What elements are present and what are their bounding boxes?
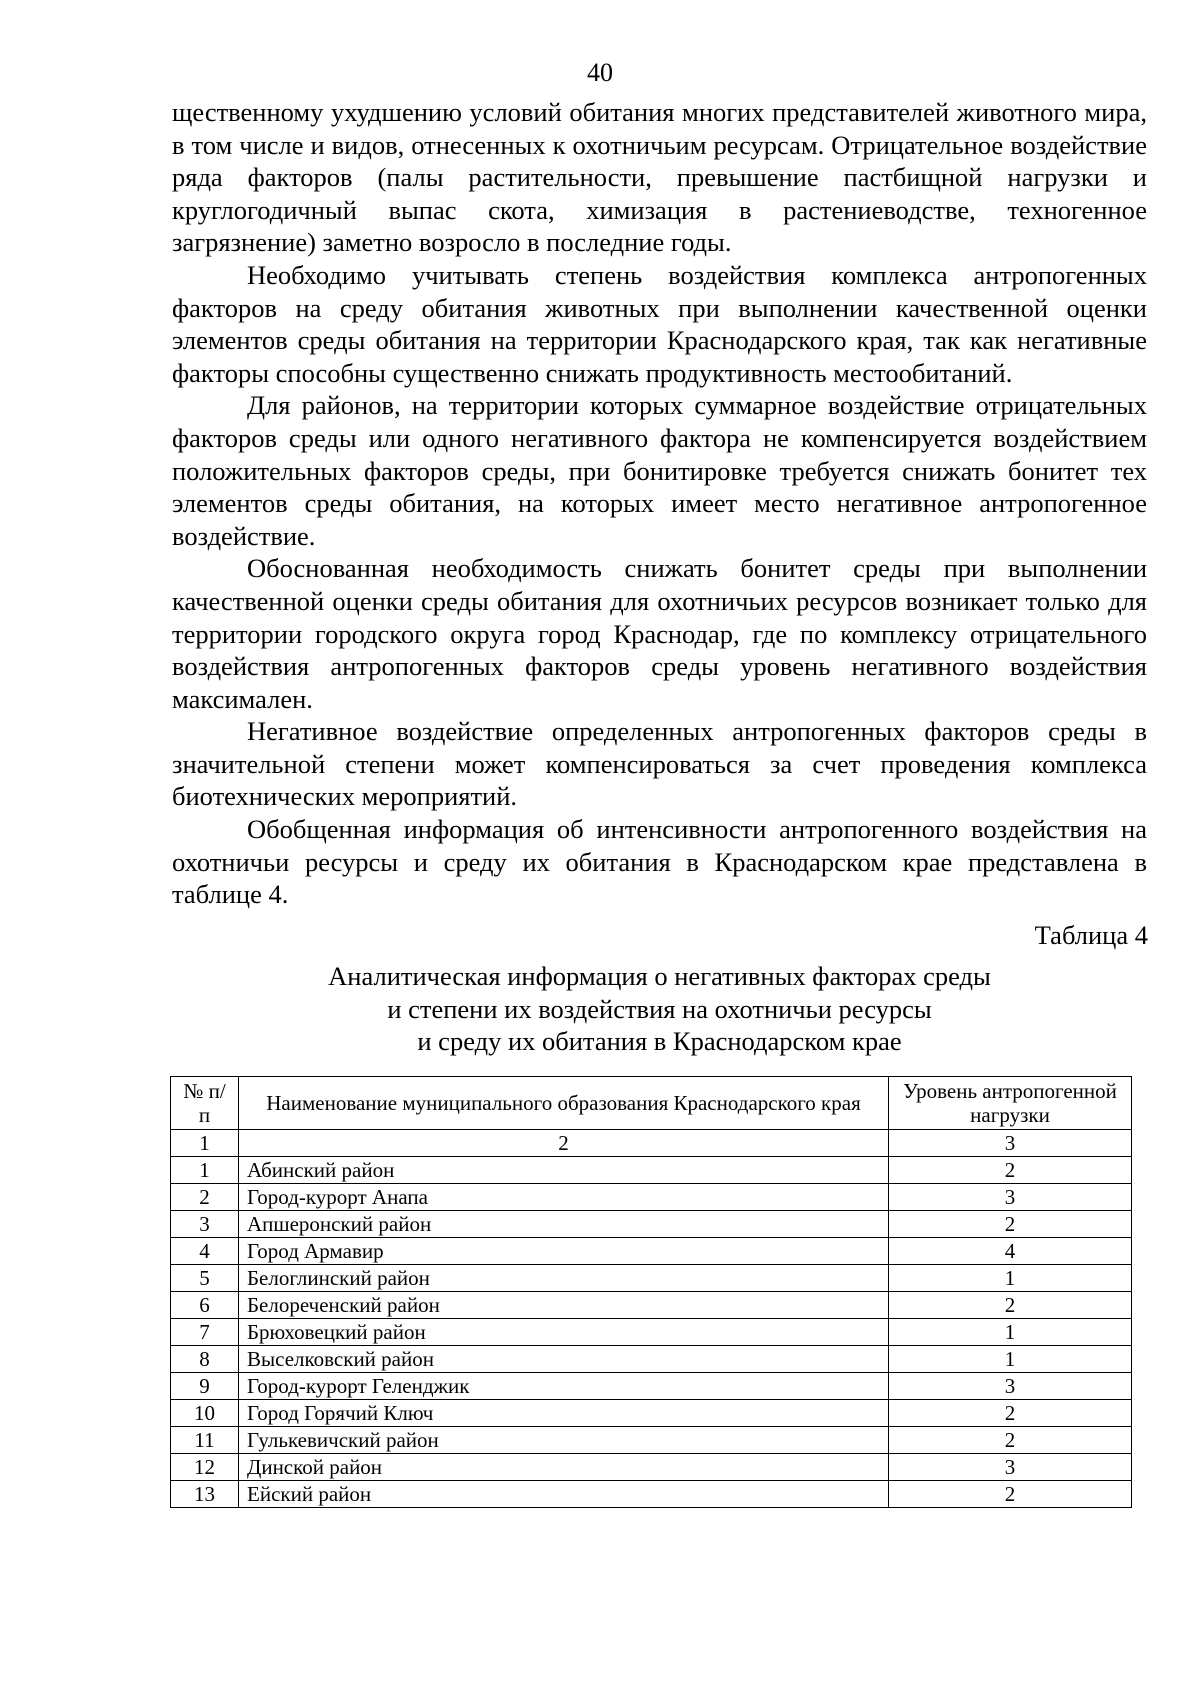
table-row: [171, 1211, 1132, 1238]
municipality-name: Город-курорт Геленджик: [239, 1373, 889, 1400]
municipality-name: Город Горячий Ключ: [239, 1400, 889, 1427]
table-caption: Таблица 4: [1034, 920, 1148, 950]
paragraph: Обоснованная необходимость снижать бонитет среды при выполнении качественной оценки среды обитания для охотничьих ресурсов возникает только для территории городского округа город Краснодар, где по комплексу отрицательного воздействия антропогенных факторов среды уровень негативного воздействия максимален.: [172, 553, 1147, 714]
load-level: 2: [889, 1292, 1132, 1319]
municipality-name: Выселковский район: [239, 1346, 889, 1373]
municipality-name: Белореченский район: [239, 1292, 889, 1319]
row-number: 13: [171, 1481, 239, 1508]
table-row: [171, 1157, 1132, 1184]
load-level: 1: [889, 1346, 1132, 1373]
row-number: 12: [171, 1454, 239, 1481]
table-row: [171, 1346, 1132, 1373]
load-level: 4: [889, 1238, 1132, 1265]
municipality-name: Брюховецкий район: [239, 1319, 889, 1346]
column-index: 1: [171, 1130, 239, 1157]
row-number: 2: [171, 1184, 239, 1211]
municipality-name: Динской район: [239, 1454, 889, 1481]
table-header-row: [171, 1077, 1132, 1130]
paragraph: Обобщенная информация об интенсивности антропогенного воздействия на охотничьи ресурсы и среду их обитания в Краснодарском крае представлена в таблице 4.: [172, 814, 1147, 910]
table-body: [171, 1130, 1132, 1508]
table-row: [171, 1454, 1132, 1481]
load-level: 2: [889, 1211, 1132, 1238]
row-number: 1: [171, 1157, 239, 1184]
header-municipality: Наименование муниципального образования Краснодарского края: [239, 1077, 889, 1130]
load-level: 1: [889, 1319, 1132, 1346]
load-level: 2: [889, 1481, 1132, 1508]
municipality-name: Абинский район: [239, 1157, 889, 1184]
row-number: 8: [171, 1346, 239, 1373]
table-row: [171, 1373, 1132, 1400]
row-number: 5: [171, 1265, 239, 1292]
page-number: 40: [587, 58, 613, 87]
municipality-name: Город Армавир: [239, 1238, 889, 1265]
column-index: 3: [889, 1130, 1132, 1157]
municipality-name: Апшеронский район: [239, 1211, 889, 1238]
table-row: [171, 1238, 1132, 1265]
anthropogenic-load-table: [170, 1076, 1132, 1508]
row-number: 10: [171, 1400, 239, 1427]
table-title: [172, 960, 1147, 1058]
load-level: 3: [889, 1184, 1132, 1211]
table-row: [171, 1265, 1132, 1292]
row-number: 6: [171, 1292, 239, 1319]
paragraph: щественному ухудшению условий обитания многих представителей животного мира, в том числе и видов, отнесенных к охотничьим ресурсам. Отрицательное воздействие ряда факторов (палы растительности, превышение пастбищной нагрузки и круглогодичный выпас скота, химизация в растениеводстве, техногенное загрязнение) заметно возросло в последние годы.: [172, 97, 1147, 258]
row-number: 4: [171, 1238, 239, 1265]
table-row: [171, 1292, 1132, 1319]
table-title-line: и среду их обитания в Краснодарском крае: [417, 1026, 902, 1057]
header-number: № п/п: [171, 1077, 239, 1130]
column-index: 2: [239, 1130, 889, 1157]
municipality-name: Ейский район: [239, 1481, 889, 1508]
row-number: 9: [171, 1373, 239, 1400]
table-title-line: Аналитическая информация о негативных факторах среды: [328, 961, 991, 991]
paragraph: Необходимо учитывать степень воздействия комплекса антропогенных факторов на среду обитания животных при выполнении качественной оценки элементов среды обитания на территории Краснодарского края, так как негативные факторы способны существенно снижать продуктивность местообитаний.: [172, 259, 1147, 388]
row-number: 11: [171, 1427, 239, 1454]
header-load-level: Уровень антропогенной нагрузки: [889, 1077, 1132, 1130]
municipality-name: Гулькевичский район: [239, 1427, 889, 1454]
paragraph: Для районов, на территории которых суммарное воздействие отрицательных факторов среды или одного негативного фактора не компенсируется воздействием положительных факторов среды, при бонитировке требуется снижать бонитет тех элементов среды обитания, на которых имеет место негативное антропогенное воздействие.: [172, 390, 1147, 551]
municipality-name: Белоглинский район: [239, 1265, 889, 1292]
body-text: [172, 96, 1147, 911]
table-row: [171, 1319, 1132, 1346]
municipality-name: Город-курорт Анапа: [239, 1184, 889, 1211]
load-level: 2: [889, 1400, 1132, 1427]
paragraph: Негативное воздействие определенных антропогенных факторов среды в значительной степени может компенсироваться за счет проведения комплекса биотехнических мероприятий.: [172, 716, 1147, 812]
table-row: [171, 1184, 1132, 1211]
row-number: 3: [171, 1211, 239, 1238]
table-row: [171, 1481, 1132, 1508]
table-row: [171, 1400, 1132, 1427]
column-index-row: [171, 1130, 1132, 1157]
load-level: 2: [889, 1157, 1132, 1184]
row-number: 7: [171, 1319, 239, 1346]
table-row: [171, 1427, 1132, 1454]
load-level: 2: [889, 1427, 1132, 1454]
load-level: 3: [889, 1373, 1132, 1400]
load-level: 3: [889, 1454, 1132, 1481]
load-level: 1: [889, 1265, 1132, 1292]
table-title-line: и степени их воздействия на охотничьи ресурсы: [387, 993, 932, 1024]
